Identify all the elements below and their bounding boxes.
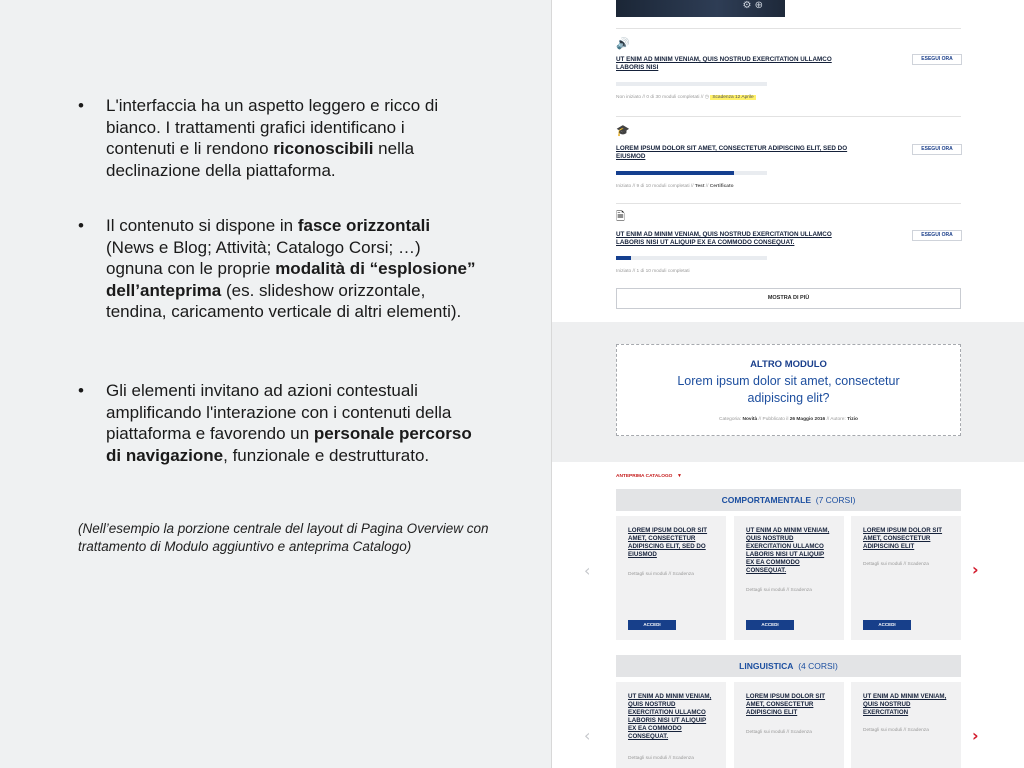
activity-progress-bar [616,171,767,175]
course-title[interactable]: UT ENIM AD MINIM VENIAM, QUIS NOSTRUD EXERCITATION ULLAMCO LABORIS NISI UT ALIQUIP EX EA COMMODO CONSEQUAT. [628,693,712,740]
chevron-down-icon[interactable]: ▼ [677,473,682,479]
course-title[interactable]: LOREM IPSUM DOLOR SIT AMET, CONSECTETUR ADIPISCING ELIT, SED DO EIUSMOD [628,527,708,558]
caption-note: (Nell’esempio la porzione centrale del layout di Pagina Overview con trattamento di Modulo aggiuntivo e anteprima Catalogo) [78,521,489,554]
speaker-icon: 🔊 [616,37,630,50]
module-title[interactable]: Lorem ipsum dolor sit amet, consectetur adipiscing elit? [677,374,900,405]
access-button[interactable]: ACCEDI [863,620,911,630]
section-count: (4 CORSI) [798,661,838,671]
catalog-section-header[interactable] [616,655,961,677]
divider [616,203,961,204]
course-card[interactable] [616,516,726,640]
activity-meta: Non iniziato // 0 di 30 moduli completati // ◷ Scadenza 12 Aprile [616,95,754,100]
section-name: COMPORTAMENTALE [721,495,811,505]
bullet-3 [78,380,478,466]
prev-arrow-icon[interactable]: ‹ [584,561,591,580]
run-now-button[interactable]: ESEGUI ORA [912,144,962,155]
course-meta: Dettagli sui moduli // Scadenza [628,572,694,577]
section-name: LINGUISTICA [739,661,794,671]
module-label: ALTRO MODULO [750,359,827,370]
bullet-3-text: Gli elementi invitano ad azioni contestuali amplificando l'interazione con i contenuti della piattaforma e favorendo un personale percorso di navigazione, funzionale e destrutturato. [106,381,472,465]
clock-icon: ◷ [704,95,709,100]
run-now-button[interactable]: ESEGUI ORA [912,230,962,241]
course-card[interactable] [734,682,844,768]
bullet-2-text: Il contenuto si dispone in fasce orizzontali (News e Blog; Attività; Catalogo Corsi; …) ognuna con le proprie modalità di “esplosione” dell’anteprima (es. slideshow orizzontale, tendina, caricamento verticale di altri elementi). [106,216,476,321]
course-card[interactable] [851,682,961,768]
graduation-cap-icon: 🎓 [616,124,630,137]
bullet-dot: • [78,96,84,115]
activity-progress-bar [616,256,767,260]
activity-progress-bar [616,82,767,86]
next-arrow-icon[interactable]: › [972,560,979,579]
bullet-dot: • [78,216,84,235]
course-meta: Dettagli sui moduli // Scadenza [863,728,929,733]
divider [616,116,961,117]
course-title[interactable]: UT ENIM AD MINIM VENIAM, QUIS NOSTRUD EXERCITATION [863,693,947,716]
course-title[interactable]: LOREM IPSUM DOLOR SIT AMET, CONSECTETUR ADIPISCING ELIT [746,693,826,716]
activity-meta: Iniziato // 9 di 10 moduli completati // Test // Certificato [616,184,734,189]
show-more-button[interactable]: MOSTRA DI PIÙ [616,288,961,309]
next-arrow-icon[interactable]: › [972,726,979,745]
bullet-1-text: L'interfaccia ha un aspetto leggero e ricco di bianco. I trattamenti grafici identificano i contenuti e li rendono riconoscibili nella declinazione della piattaforma. [106,96,439,180]
module-meta: Categoria: Novità // Pubblicato il 26 Maggio 2016 // Autore: Tizio [719,417,858,422]
course-title[interactable]: UT ENIM AD MINIM VENIAM, QUIS NOSTRUD EXERCITATION ULLAMCO LABORIS NISI UT ALIQUIP EX EA COMMODO CONSEQUAT. [746,527,830,574]
course-card[interactable] [616,682,726,768]
access-button[interactable]: ACCEDI [628,620,676,630]
course-meta: Dettagli sui moduli // Scadenza [746,730,812,735]
catalog-preview-label[interactable]: ANTEPRIMA CATALOGO [616,474,673,479]
activity-title[interactable]: UT ENIM AD MINIM VENIAM, QUIS NOSTRUD EXERCITATION ULLAMCO LABORIS NISI [616,56,832,71]
bullet-2 [78,215,478,323]
bullet-1 [78,95,478,181]
divider [616,28,961,29]
deadline-badge: Scadenza 12 Aprile [712,95,754,100]
catalog-section-header[interactable] [616,489,961,511]
course-meta: Dettagli sui moduli // Scadenza [628,756,694,761]
activity-title[interactable]: UT ENIM AD MINIM VENIAM, QUIS NOSTRUD EXERCITATION ULLAMCO LABORIS NISI UT ALIQUIP EX EA COMMODO CONSEQUAT. [616,231,832,246]
course-meta: Dettagli sui moduli // Scadenza [746,588,812,593]
activity-meta: Iniziato // 1 di 10 moduli completati [616,269,690,274]
activity-title[interactable]: LOREM IPSUM DOLOR SIT AMET, CONSECTETUR ADIPISCING ELIT, SED DO EIUSMOD [616,145,848,160]
run-now-button[interactable]: ESEGUI ORA [912,54,962,65]
course-meta: Dettagli sui moduli // Scadenza [863,562,929,567]
section-count: (7 CORSI) [815,495,856,505]
prev-arrow-icon[interactable]: ‹ [584,726,591,745]
bullet-dot: • [78,381,84,400]
progress-fill [616,171,734,175]
course-thumbnail-image[interactable]: ⚙ ⊕ [616,0,785,17]
document-icon: 🗎 [616,210,625,223]
access-button[interactable]: ACCEDI [746,620,794,630]
page-overview-mockup [552,0,1024,768]
course-card[interactable] [851,516,961,640]
course-title[interactable]: LOREM IPSUM DOLOR SIT AMET, CONSECTETUR ADIPISCING ELIT [863,527,943,550]
progress-fill [616,256,631,260]
course-card[interactable] [734,516,844,640]
additional-module[interactable] [616,344,961,436]
